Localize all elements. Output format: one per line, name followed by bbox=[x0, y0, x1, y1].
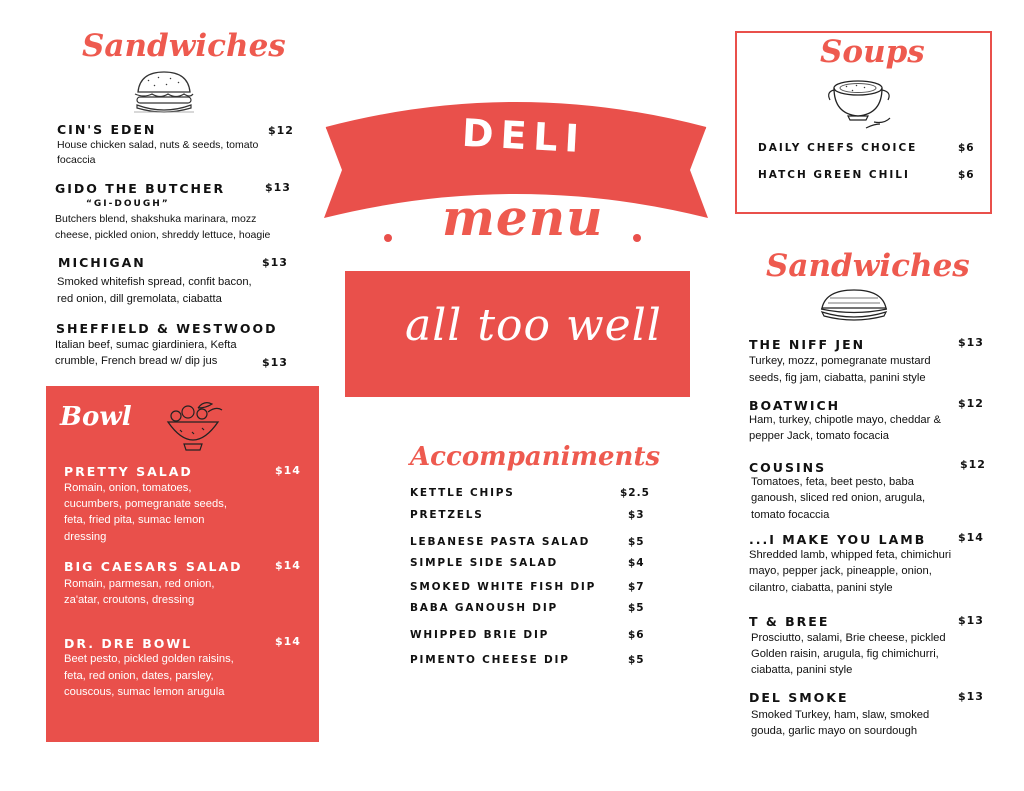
right-item-desc-line: Golden raisin, arugula, fig chimichurri, bbox=[751, 648, 939, 660]
right-item-desc-line: pepper Jack, tomato focacia bbox=[749, 430, 889, 442]
accompaniments-heading: Accompaniments bbox=[410, 442, 661, 472]
soup-price: $6 bbox=[958, 142, 975, 154]
right-item-name: DEL SMOKE bbox=[749, 690, 849, 705]
left-item-price: $13 bbox=[265, 181, 291, 194]
accompaniment-price: $7 bbox=[628, 581, 645, 593]
left-item-name: MICHIGAN bbox=[58, 255, 146, 270]
soup-name: DAILY CHEFS CHOICE bbox=[758, 142, 918, 154]
right-item-price: $14 bbox=[958, 531, 984, 544]
accompaniment-price: $4 bbox=[628, 557, 645, 569]
left-item-desc-line: Butchers blend, shakshuka marinara, mozz bbox=[55, 213, 257, 225]
right-item-price: $12 bbox=[958, 397, 984, 410]
left-item-name: CIN'S EDEN bbox=[57, 122, 157, 137]
accompaniment-price: $5 bbox=[628, 536, 645, 548]
right-item-price: $13 bbox=[958, 690, 984, 703]
left-item-name: GIDO THE BUTCHER bbox=[55, 181, 226, 196]
left-sandwiches-heading: Sandwiches bbox=[82, 28, 286, 64]
tagline: all too well bbox=[405, 300, 662, 351]
bowl-item-desc-line: cucumbers, pomegranate seeds, bbox=[64, 498, 227, 510]
bowl-item-desc-line: Beet pesto, pickled golden raisins, bbox=[64, 653, 234, 665]
accompaniment-price: $3 bbox=[628, 509, 645, 521]
bowl-item-desc-line: za'atar, croutons, dressing bbox=[64, 594, 195, 606]
right-item-desc-line: Ham, turkey, chipotle mayo, cheddar & bbox=[749, 414, 941, 426]
accompaniment-name: LEBANESE PASTA SALAD bbox=[410, 536, 591, 548]
right-item-desc-line: gouda, garlic mayo on sourdough bbox=[751, 725, 918, 737]
left-item-desc-line: red onion, dill gremolata, ciabatta bbox=[57, 293, 222, 305]
bowl-item-desc-line: feta, fried pita, sumac lemon bbox=[64, 514, 205, 526]
soups-heading: Soups bbox=[820, 34, 925, 70]
accompaniment-price: $5 bbox=[628, 654, 645, 666]
right-item-desc-line: Turkey, mozz, pomegranate mustard bbox=[749, 355, 931, 367]
left-item-price: $13 bbox=[262, 356, 288, 369]
soup-bowl-icon bbox=[826, 72, 896, 134]
left-dot bbox=[384, 234, 392, 242]
right-item-price: $13 bbox=[958, 336, 984, 349]
bowl-item-name: DR. DRE BOWL bbox=[64, 636, 193, 651]
bowl-item-desc-line: couscous, sumac lemon arugula bbox=[64, 686, 225, 698]
bowl-item-price: $14 bbox=[275, 559, 301, 572]
right-item-name: ...I MAKE YOU LAMB bbox=[749, 532, 927, 547]
accompaniment-name: KETTLE CHIPS bbox=[410, 487, 515, 499]
left-item-desc-line: House chicken salad, nuts & seeds, tomato bbox=[57, 139, 259, 151]
right-item-desc-line: ciabatta, panini style bbox=[751, 664, 853, 676]
right-item-desc-line: mayo, pepper jack, pineapple, onion, bbox=[749, 565, 932, 577]
bowl-item-price: $14 bbox=[275, 635, 301, 648]
right-item-desc-line: Tomatoes, feta, beet pesto, baba bbox=[751, 476, 914, 488]
accompaniment-price: $5 bbox=[628, 602, 645, 614]
left-item-desc-line: Italian beef, sumac giardiniera, Kefta bbox=[55, 339, 237, 351]
soup-name: HATCH GREEN CHILI bbox=[758, 169, 910, 181]
right-item-desc-line: Prosciutto, salami, Brie cheese, pickled bbox=[751, 632, 946, 644]
left-item-price: $12 bbox=[268, 124, 294, 137]
right-item-name: THE NIFF JEN bbox=[749, 337, 866, 352]
accompaniment-name: PIMENTO CHEESE DIP bbox=[410, 654, 570, 666]
accompaniment-name: SMOKED WHITE FISH DIP bbox=[410, 581, 597, 593]
bowl-item-name: PRETTY SALAD bbox=[64, 464, 193, 479]
left-item-price: $13 bbox=[262, 256, 288, 269]
left-item-desc-line: Smoked whitefish spread, confit bacon, bbox=[57, 276, 252, 288]
left-item-desc-line: focaccia bbox=[57, 154, 96, 166]
right-item-name: T & BREE bbox=[749, 614, 830, 629]
right-item-desc-line: Smoked Turkey, ham, slaw, smoked bbox=[751, 709, 930, 721]
right-item-desc-line: tomato focaccia bbox=[751, 509, 830, 521]
bowl-item-desc-line: Romain, onion, tomatoes, bbox=[64, 482, 192, 494]
right-item-desc-line: seeds, fig jam, ciabatta, panini style bbox=[749, 372, 926, 384]
bowl-item-price: $14 bbox=[275, 464, 301, 477]
deli-title: DELI bbox=[460, 110, 587, 162]
accompaniment-name: SIMPLE SIDE SALAD bbox=[410, 557, 558, 569]
right-item-price: $12 bbox=[960, 458, 986, 471]
left-item-desc-line: crumble, French bread w/ dip jus bbox=[55, 355, 218, 367]
right-sandwiches-heading: Sandwiches bbox=[766, 248, 970, 284]
menu-title: menu bbox=[442, 188, 604, 247]
right-item-desc-line: cilantro, ciabatta, panini style bbox=[749, 582, 893, 594]
right-item-name: BOATWICH bbox=[749, 398, 841, 413]
right-item-name: COUSINS bbox=[749, 460, 827, 475]
right-dot bbox=[633, 234, 641, 242]
accompaniment-price: $6 bbox=[628, 629, 645, 641]
accompaniment-name: WHIPPED BRIE DIP bbox=[410, 629, 550, 641]
bowl-item-desc-line: feta, red onion, dates, parsley, bbox=[64, 670, 214, 682]
burger-icon bbox=[130, 68, 198, 116]
panini-icon bbox=[818, 286, 890, 322]
right-item-price: $13 bbox=[958, 614, 984, 627]
bowl-item-name: BIG CAESARS SALAD bbox=[64, 559, 243, 574]
bowl-item-desc-line: Romain, parmesan, red onion, bbox=[64, 578, 215, 590]
bowl-item-desc-line: dressing bbox=[64, 531, 107, 543]
left-item-subtitle: “GI-DOUGH” bbox=[86, 199, 170, 209]
left-item-name: SHEFFIELD & WESTWOOD bbox=[56, 321, 278, 336]
accompaniment-name: BABA GANOUSH DIP bbox=[410, 602, 559, 614]
left-item-desc-line: cheese, pickled onion, shreddy lettuce, hoagie bbox=[55, 229, 271, 241]
right-item-desc-line: ganoush, sliced red onion, arugula, bbox=[751, 492, 926, 504]
bowl-heading: Bowl bbox=[60, 402, 132, 432]
soup-price: $6 bbox=[958, 169, 975, 181]
right-item-desc-line: Shredded lamb, whipped feta, chimichuri bbox=[749, 549, 952, 561]
salad-bowl-icon bbox=[162, 398, 224, 454]
accompaniment-name: PRETZELS bbox=[410, 509, 484, 521]
accompaniment-price: $2.5 bbox=[620, 487, 650, 499]
